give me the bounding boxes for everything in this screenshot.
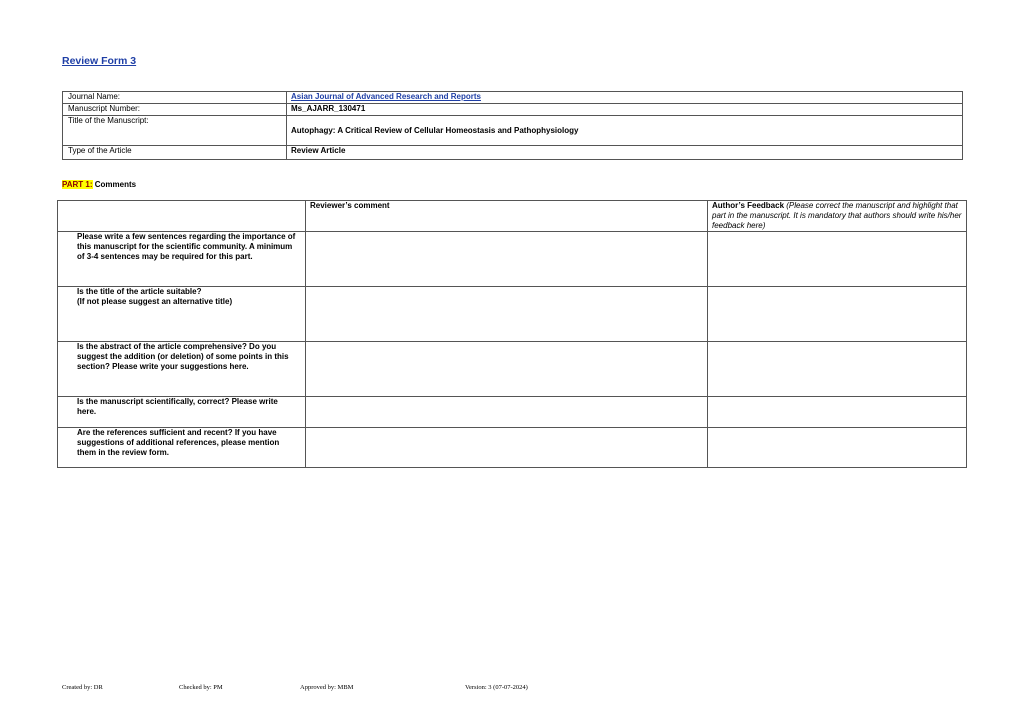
- form-title: Review Form 3: [62, 55, 137, 67]
- journal-label: Journal Name:: [63, 92, 287, 104]
- journal-value: [287, 92, 963, 104]
- part1-prefix: PART 1:: [62, 180, 93, 189]
- comments-header-row: [58, 201, 967, 232]
- author-feedback-note: (Please correct the manuscript and highlight that part in the manuscript. It is mandatory that authors should write his/her feedback here): [712, 201, 962, 230]
- author-feedback-title: Author’s Feedback: [712, 201, 785, 210]
- part1-label: Comments: [92, 180, 137, 189]
- reviewer-comment-cell[interactable]: [306, 397, 708, 428]
- author-feedback-cell[interactable]: [708, 287, 967, 342]
- manuscript-title-value: Autophagy: A Critical Review of Cellular Homeostasis and Pathophysiology: [287, 116, 963, 146]
- author-feedback-cell[interactable]: [708, 342, 967, 397]
- footer-created: Created by: DR: [62, 684, 103, 691]
- journal-link[interactable]: Asian Journal of Advanced Research and Reports: [291, 92, 481, 101]
- question-row: [58, 428, 967, 468]
- question-text: Is the manuscript scientifically, correct? Please write here.: [58, 397, 306, 428]
- article-type-value: Review Article: [287, 146, 963, 160]
- article-type-row: [63, 146, 963, 160]
- question-text: Are the references sufficient and recent? If you have suggestions of additional references, please mention them in the review form.: [58, 428, 306, 468]
- manuscript-number-value: Ms_AJARR_130471: [287, 104, 963, 116]
- comments-table: [57, 200, 967, 468]
- reviewer-comment-cell[interactable]: [306, 428, 708, 468]
- author-feedback-cell[interactable]: [708, 428, 967, 468]
- question-row: [58, 287, 967, 342]
- reviewer-comment-cell[interactable]: [306, 287, 708, 342]
- footer-version: Version: 3 (07-07-2024): [465, 684, 528, 691]
- author-feedback-cell[interactable]: [708, 232, 967, 287]
- part1-heading: [62, 180, 136, 189]
- reviewer-comment-cell[interactable]: [306, 232, 708, 287]
- article-type-label: Type of the Article: [63, 146, 287, 160]
- manuscript-info-table: [62, 91, 963, 160]
- header-empty-cell: [58, 201, 306, 232]
- reviewer-comment-header: Reviewer’s comment: [306, 201, 708, 232]
- author-feedback-header: [708, 201, 967, 232]
- question-row: [58, 232, 967, 287]
- footer-checked: Checked by: PM: [179, 684, 223, 691]
- author-feedback-cell[interactable]: [708, 397, 967, 428]
- question-row: [58, 342, 967, 397]
- question-text: Is the title of the article suitable? (If not please suggest an alternative title): [58, 287, 306, 342]
- manuscript-title-label: Title of the Manuscript:: [63, 116, 287, 146]
- question-text: Is the abstract of the article comprehensive? Do you suggest the addition (or deletion) of some points in this section? Please write your suggestions here.: [58, 342, 306, 397]
- manuscript-number-row: [63, 104, 963, 116]
- manuscript-number-label: Manuscript Number:: [63, 104, 287, 116]
- journal-row: [63, 92, 963, 104]
- manuscript-title-row: [63, 116, 963, 146]
- question-row: [58, 397, 967, 428]
- question-text: Please write a few sentences regarding the importance of this manuscript for the scientific community. A minimum of 3-4 sentences may be required for this part.: [58, 232, 306, 287]
- footer-approved: Approved by: MBM: [300, 684, 354, 691]
- reviewer-comment-cell[interactable]: [306, 342, 708, 397]
